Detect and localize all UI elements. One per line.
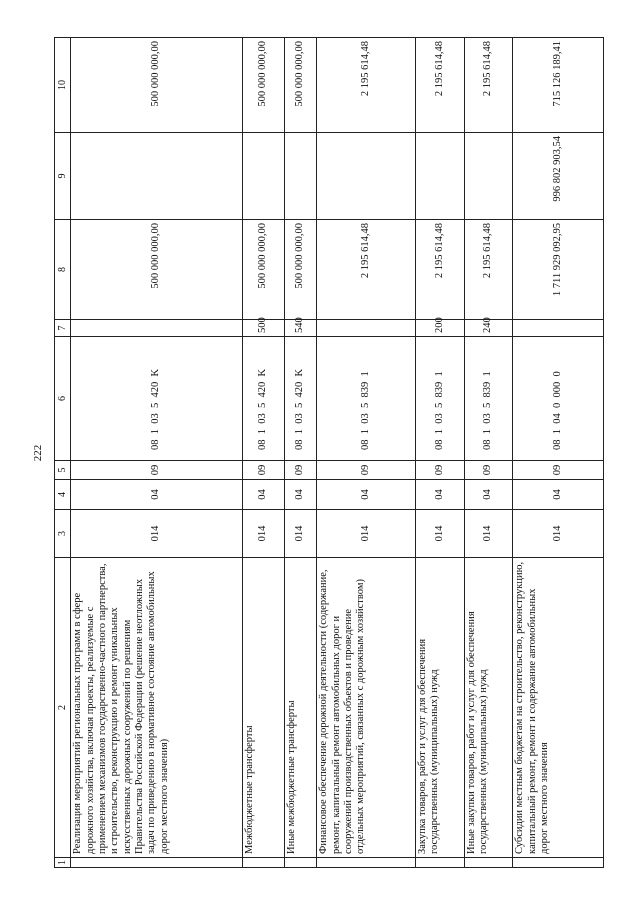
header-cell: 2 <box>55 558 71 858</box>
header-cell: 10 <box>55 38 71 133</box>
ved-code: 014 <box>464 510 513 558</box>
rotated-page <box>54 38 604 868</box>
header-cell: 1 <box>55 858 71 868</box>
header-row <box>55 38 71 868</box>
amount-col9 <box>284 133 316 220</box>
rz-code: 04 <box>317 480 416 510</box>
amount-col8: 2 195 614,48 <box>415 220 464 320</box>
amount-col9 <box>415 133 464 220</box>
rz-code: 04 <box>415 480 464 510</box>
rz-code: 04 <box>513 480 604 510</box>
index-cell <box>415 858 464 868</box>
pr-code: 09 <box>71 461 243 480</box>
pr-code: 09 <box>513 461 604 480</box>
pr-code: 09 <box>284 461 316 480</box>
csr-code: 08 1 03 5 420 K <box>284 337 316 461</box>
index-cell <box>243 858 285 868</box>
header-cell: 6 <box>55 337 71 461</box>
index-cell <box>284 858 316 868</box>
header-cell: 8 <box>55 220 71 320</box>
amount-col10: 715 126 189,41 <box>513 38 604 133</box>
row-name: Закупка товаров, работ и услуг для обеспечения государственных (муниципальных) нужд <box>415 558 464 858</box>
amount-col8: 2 195 614,48 <box>317 220 416 320</box>
row-name: Реализация мероприятий региональных программ в сфере дорожного хозяйства, включая проекты, реализуемые с применением механизмов государственно-частного партнерства, и строительство, реконструкцию и ремонт уникальных искусственных дорожных сооружений по решениям Правительства Российской Федерации (решение неотложных задач по приведению в нормативное состояние автомобильных дорог местного значения) <box>71 558 243 858</box>
table-row <box>513 38 604 868</box>
index-cell <box>317 858 416 868</box>
amount-col10: 500 000 000,00 <box>243 38 285 133</box>
amount-col10: 2 195 614,48 <box>464 38 513 133</box>
pr-code: 09 <box>317 461 416 480</box>
ved-code: 014 <box>513 510 604 558</box>
table-row <box>464 38 513 868</box>
vr-code: 200 <box>415 320 464 337</box>
row-name: Межбюджетные трансферты <box>243 558 285 858</box>
amount-col8: 2 195 614,48 <box>464 220 513 320</box>
csr-code: 08 1 03 5 839 1 <box>415 337 464 461</box>
amount-col10: 2 195 614,48 <box>317 38 416 133</box>
ved-code: 014 <box>415 510 464 558</box>
vr-code <box>317 320 416 337</box>
ved-code: 014 <box>284 510 316 558</box>
csr-code: 08 1 03 5 420 K <box>243 337 285 461</box>
index-cell <box>71 858 243 868</box>
rz-code: 04 <box>284 480 316 510</box>
vr-code: 540 <box>284 320 316 337</box>
landscape-table-wrapper <box>54 38 604 868</box>
table-row <box>243 38 285 868</box>
amount-col9 <box>243 133 285 220</box>
amount-col9 <box>71 133 243 220</box>
vr-code <box>71 320 243 337</box>
budget-table <box>54 37 604 868</box>
header-cell: 9 <box>55 133 71 220</box>
vr-code <box>513 320 604 337</box>
csr-code: 08 1 03 5 839 1 <box>317 337 416 461</box>
amount-col10: 500 000 000,00 <box>284 38 316 133</box>
row-name: Финансовое обеспечение дорожной деятельности (содержание, ремонт, капитальный ремонт автомобильных дорог и сооружений производственных объектов и проведение отдельных мероприятий, связанных с дорожным хозяйством) <box>317 558 416 858</box>
ved-code: 014 <box>243 510 285 558</box>
ved-code: 014 <box>71 510 243 558</box>
csr-code: 08 1 04 0 000 0 <box>513 337 604 461</box>
ved-code: 014 <box>317 510 416 558</box>
table-row <box>71 38 243 868</box>
pr-code: 09 <box>243 461 285 480</box>
row-name: Иные межбюджетные трансферты <box>284 558 316 858</box>
vr-code: 500 <box>243 320 285 337</box>
amount-col10: 2 195 614,48 <box>415 38 464 133</box>
amount-col8: 500 000 000,00 <box>243 220 285 320</box>
amount-col10: 500 000 000,00 <box>71 38 243 133</box>
rz-code: 04 <box>243 480 285 510</box>
table-row <box>317 38 416 868</box>
table-row <box>284 38 316 868</box>
pr-code: 09 <box>464 461 513 480</box>
amount-col8: 1 711 929 092,95 <box>513 220 604 320</box>
index-cell <box>513 858 604 868</box>
header-cell: 4 <box>55 480 71 510</box>
amount-col8: 500 000 000,00 <box>284 220 316 320</box>
amount-col9 <box>317 133 416 220</box>
csr-code: 08 1 03 5 420 K <box>71 337 243 461</box>
header-cell: 3 <box>55 510 71 558</box>
row-name: Иные закупки товаров, работ и услуг для обеспечения государственных (муниципальных) нужд <box>464 558 513 858</box>
csr-code: 08 1 03 5 839 1 <box>464 337 513 461</box>
amount-col9 <box>464 133 513 220</box>
header-cell: 5 <box>55 461 71 480</box>
pr-code: 09 <box>415 461 464 480</box>
index-cell <box>464 858 513 868</box>
vr-code: 240 <box>464 320 513 337</box>
rz-code: 04 <box>71 480 243 510</box>
header-cell: 7 <box>55 320 71 337</box>
row-name: Субсидии местным бюджетам на строительство, реконструкцию, капитальный ремонт, ремонт и содержание автомобильных дорог местного значения <box>513 558 604 858</box>
amount-col9: 996 802 903,54 <box>513 133 604 220</box>
rz-code: 04 <box>464 480 513 510</box>
table-row <box>415 38 464 868</box>
page-number: 222 <box>32 444 44 462</box>
amount-col8: 500 000 000,00 <box>71 220 243 320</box>
